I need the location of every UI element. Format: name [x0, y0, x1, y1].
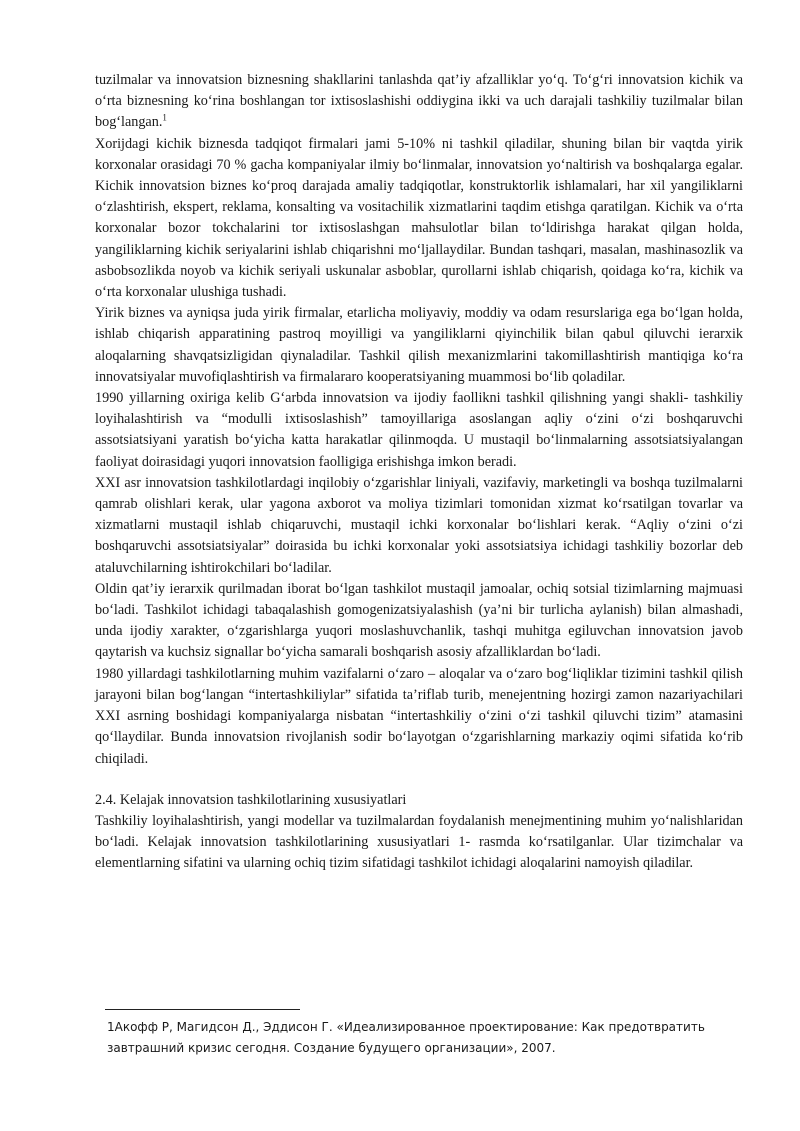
paragraph-1-text: tuzilmalar va innovatsion biznesning shakllarini tanlashda qat’iy afzalliklar yo‘q. To‘g‘ri innovatsion kichik va o‘rta biznesning ko‘rina boshlangan tor ixtisoslashishi oddiygina ikki va uch darajali tashkiliy tuzilmalar bilan bog‘langan. [95, 72, 743, 131]
document-body [95, 70, 743, 875]
paragraph-7: 1980 yillardagi tashkilotlarning muhim vazifalarni o‘zaro – aloqalar va o‘zaro bog‘liqliklar tizimini tashkil qilish jarayoni bilan bog‘langan “intertashkiliylar” sifatida ta’riflab turib, menejentning hozirgi zamon nazariyachilari XXI asrning boshidagi kompaniyalarga nisbatan “intertashkiliy o‘zini o‘zi tashkil qiluvchi tizim” atamasini qo‘llaydilar. Bunda innovatsion rivojlanish sodir bo‘layotgan o‘zgarishlarning markaziy oqimi sifatida ko‘rib chiqiladi. [95, 665, 743, 767]
paragraph-1 [95, 70, 743, 134]
footnote: 1Акофф Р, Магидсон Д., Эддисон Г. «Идеализированное проектирование: Как предотвратить завтрашний кризис сегодня. Создание будущего организации», 2007. [107, 1020, 705, 1055]
paragraph-3: Yirik biznes va ayniqsa juda yirik firmalar, etarlicha moliyaviy, moddiy va odam resurslariga ega bo‘lgan holda, ishlab chiqarish apparatining pastroq moyilligi va yangiliklarni qiyinchilik bilan qabul qiluvchi ierarxik aloqalarning shavqatsizligidan qiynaladilar. Tashkil qilish mexanizmlarini takomillashtirish mantiqiga ko‘ra innovatsiyalar muvofiqlashtirish va firmalararo kooperatsiyaning muammosi bo‘lib qoladilar. [95, 305, 743, 385]
paragraph-6: Oldin qat’iy ierarxik qurilmadan iborat bo‘lgan tashkilot mustaqil jamoalar, ochiq sotsial tizimlarning majmuasi bo‘ladi. Tashkilot ichidagi tabaqalashish gomogenizatsiyalashish (ya’ni bir turlicha aylanish) bilan almashadi, unda ijodiy xarakter, o‘zgarishlarga yuqori moslashuvchanlik, tashqi muhitga egiluvchan innovatsion javob qaytarish va kuchsiz signallar bo‘yicha samarali boshqarish asosiy afzalliklardan bo‘ladi. [95, 580, 743, 661]
section-spacer [95, 770, 743, 790]
paragraph-2: Xorijdagi kichik biznesda tadqiqot firmalari jami 5-10% ni tashkil qiladilar, shuning bilan bir vaqtda yirik korxonalar orasidagi 70 % gacha kompaniyalar ilmiy bo‘linmalar, innovatsion yo‘naltirish va boshqalarga egalar. Kichik innovatsion biznes ko‘proq darajada amaliy tadqiqotlar, konstruktorlik ishlamalari, har xil yangiliklarni o‘zlashtirish, ekspert, reklama, konsalting va vositachilik xizmatlarini taqdim etishga qaratilgan. Kichik va o‘rta korxonalar bozor tokchalarini tor ixtisoslashgan mahsulotlar bilan to‘ldirishga harakat qilgan holda, yangiliklarning kichik seriyalarini ishlab chiqarishni mo‘ljallaydilar. Bundan tashqari, masalan, mashinasozlik va asbobsozlikda noyob va kichik seriyali uskunalar asboblar, qurollarni ishlab chiqarish, qoidaga ko‘ra, kichik va o‘rta korxonalar ulushiga tushadi. [95, 135, 743, 301]
footnote-reference[interactable]: 1 [162, 112, 167, 123]
footnote-divider [105, 1009, 300, 1010]
section-heading: 2.4. Kelajak innovatsion tashkilotlarining xususiyatlari [95, 791, 407, 808]
section-paragraph: Tashkiliy loyihalashtirish, yangi modellar va tuzilmalardan foydalanish menejmentining muhim yo‘nalishlaridan bo‘ladi. Kelajak innovatsion tashkilotlarining xususiyatlari 1- rasmda ko‘rsatilganlar. Ular tizimchalar va elementlarning sifatini va ularning ochiq tizim sifatidagi tashkilot ichidagi aloqalarini namoyish qiladilar. [95, 812, 743, 872]
paragraph-4: 1990 yillarning oxiriga kelib G‘arbda innovatsion va ijodiy faollikni tashkil qilishning yangi shakli- tashkiliy loyihalashtirish va “modulli ixtisoslashish” tamoyillariga asoslangan aqliy o‘zini o‘zi boshqaruvchi assotsiatsiyani yaratish bo‘yicha katta harakatlar qilinmoqda. U mustaqil bo‘linmalarning assotsiatsiyalangan faoliyat doirasidagi yuqori innovatsion faolligiga erishishga imkon beradi. [95, 390, 743, 470]
paragraph-5: XXI asr innovatsion tashkilotlardagi inqilobiy o‘zgarishlar liniyali, vazifaviy, marketingli va boshqa tuzilmalarni qamrab olishlari kerak, ular yagona axborot va moliya tizimlari tomonidan xizmat ko‘rsatilgan tovarlar va xizmatlarni mustaqil ishlab chiqaruvchi, mustaqil ichki korxonalar bo‘lishlari kerak. “Aqliy o‘zini o‘zi boshqaruvchi assotsiatsiyalar” doirasida bu ichki korxonalar yoki assotsiatsiya ichidagi tashkiliy bozorlar deb ataluvchilarning ishtirokchilari bo‘ladilar. [95, 474, 743, 576]
